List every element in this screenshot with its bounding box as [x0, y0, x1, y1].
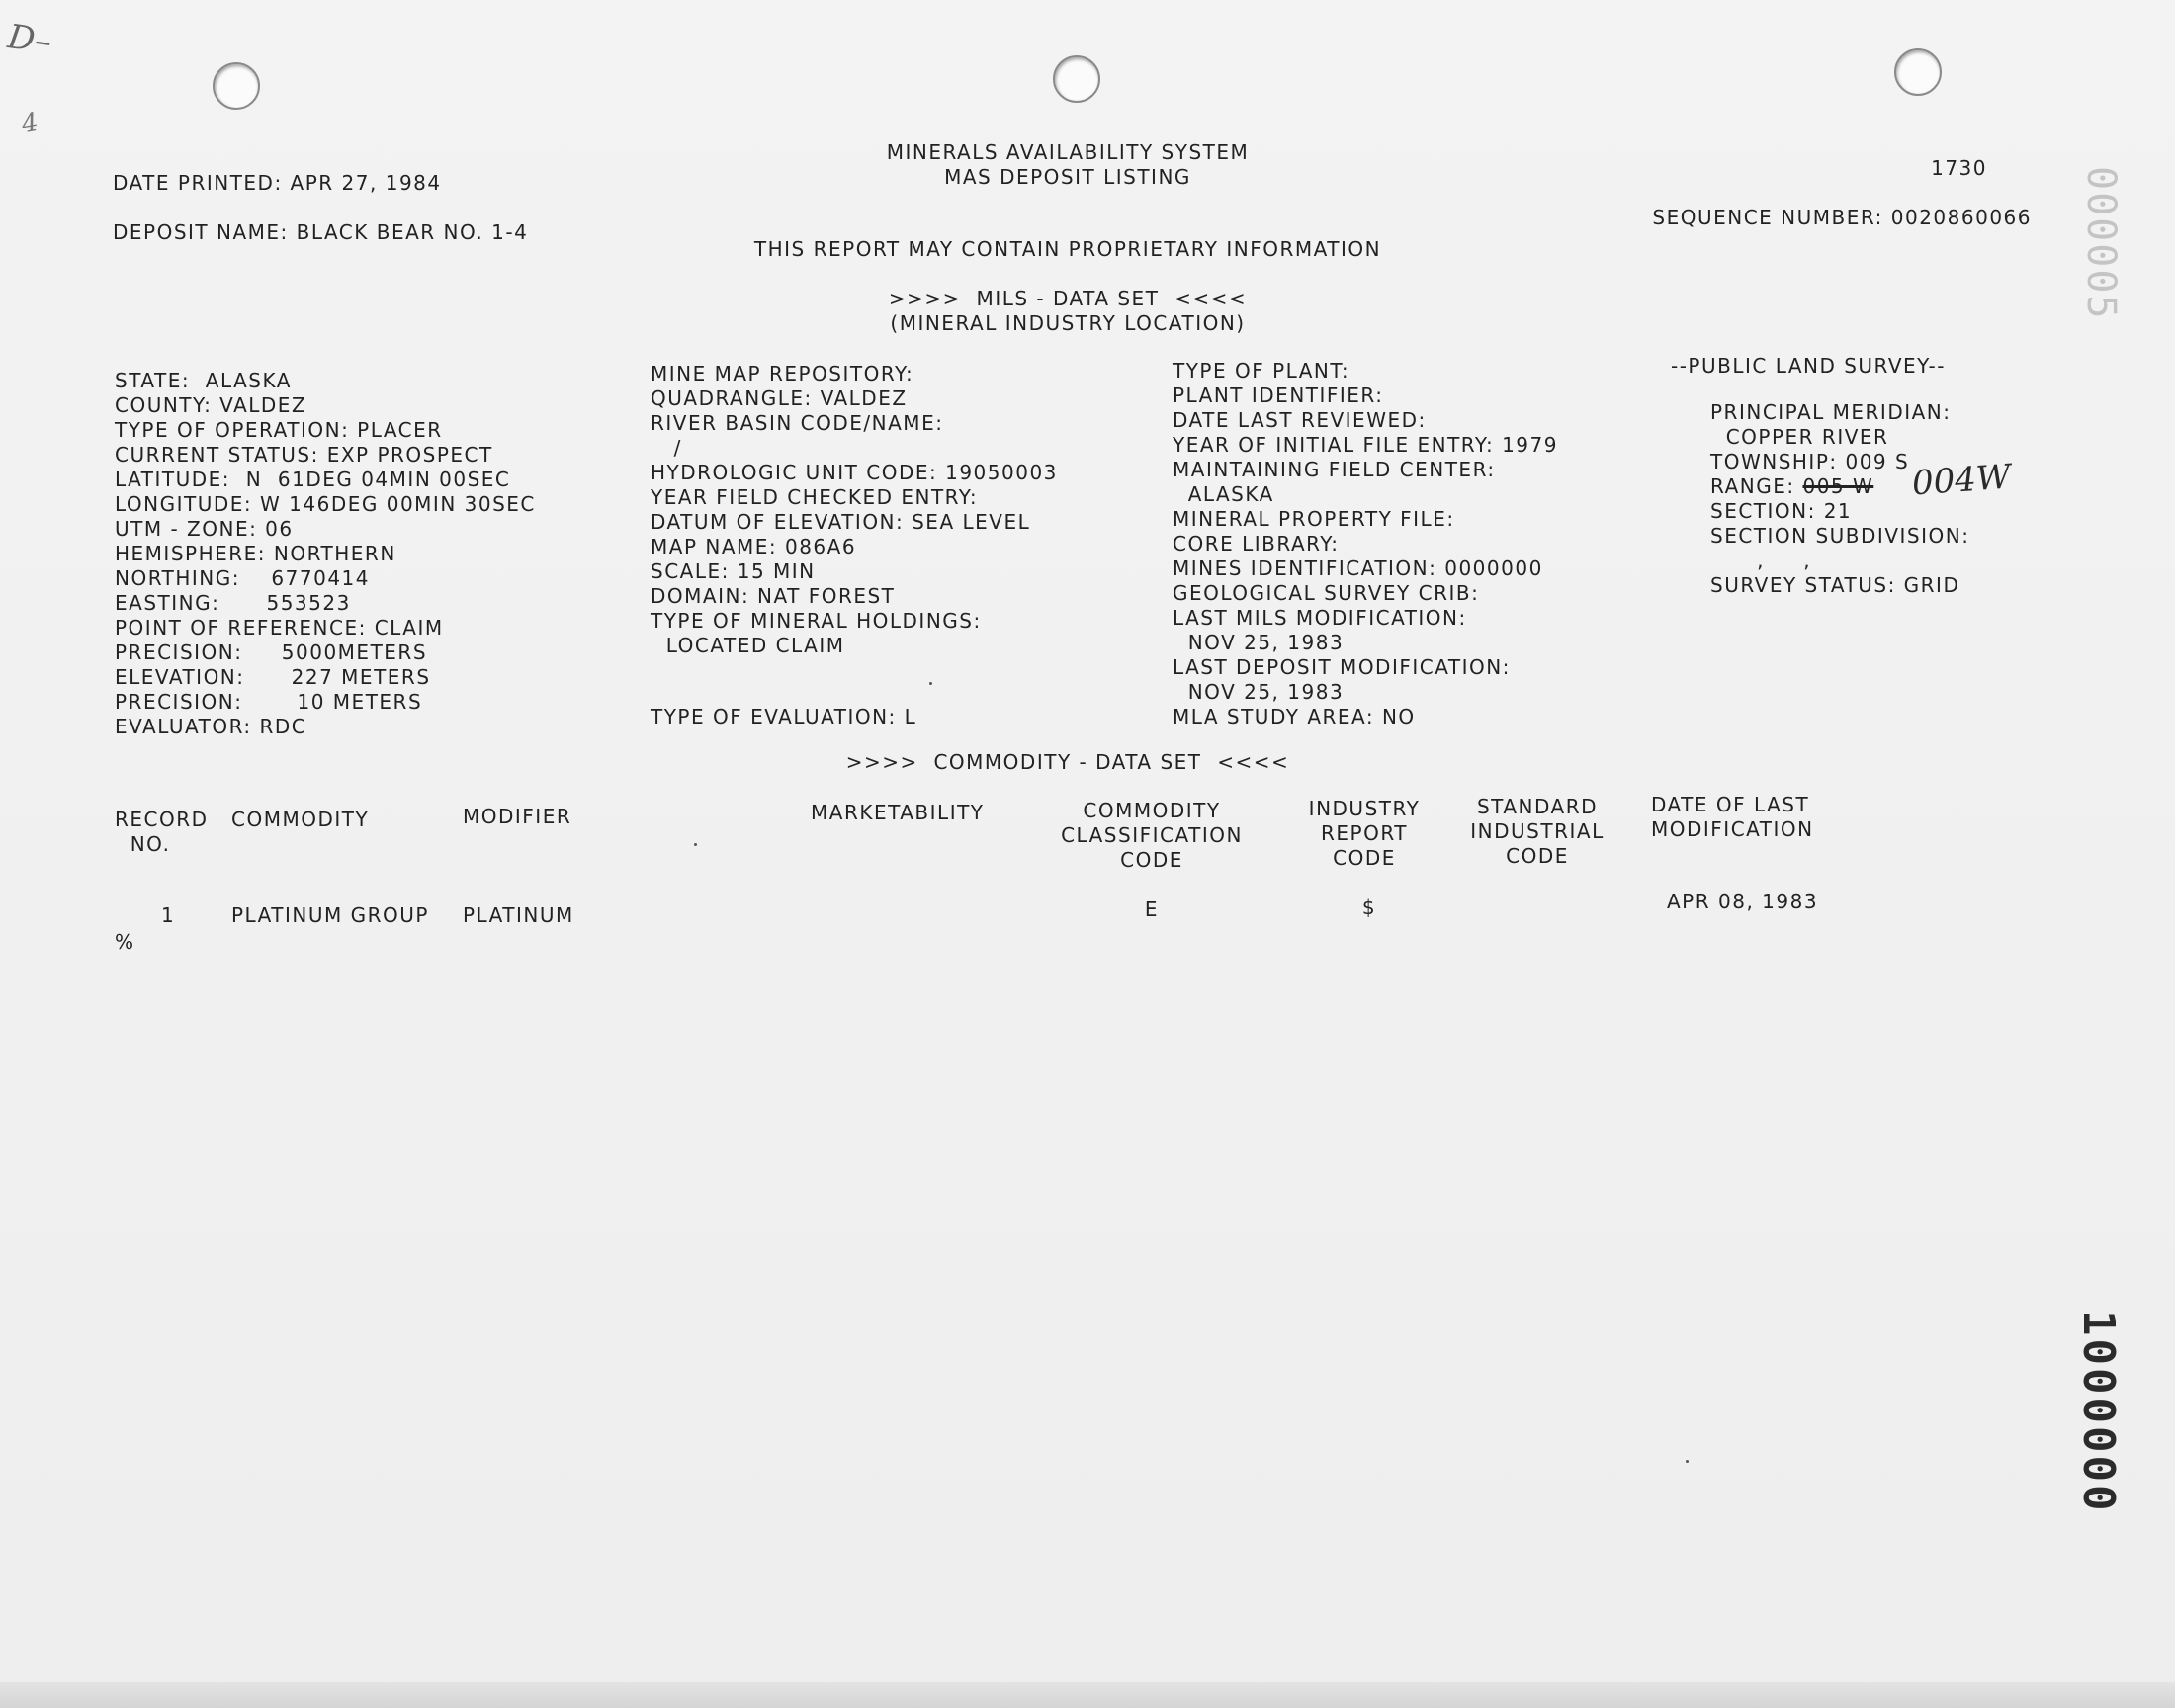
operation-type-field: TYPE OF OPERATION: PLACER [115, 418, 443, 442]
elevation-precision-field: PRECISION: 10 METERS [115, 690, 423, 714]
punch-hole-right [1894, 48, 1942, 96]
year-field-checked-field: YEAR FIELD CHECKED ENTRY: [651, 485, 979, 509]
commodity-heading: >>>> COMMODITY - DATA SET <<<< [845, 750, 1290, 774]
punch-hole-left [213, 62, 260, 110]
county-field: COUNTY: VALDEZ [115, 393, 307, 417]
proprietary-notice: THIS REPORT MAY CONTAIN PROPRIETARY INFORMATION [753, 237, 1382, 261]
scan-speck [929, 682, 932, 685]
latitude-field: LATITUDE: N 61DEG 04MIN 00SEC [115, 468, 511, 491]
mineral-holdings-value: LOCATED CLAIM [651, 634, 845, 657]
row-commodity: PLATINUM GROUP [231, 903, 429, 927]
margin-scribble: D– [5, 17, 54, 62]
section-subdivision-value: , , [1710, 549, 1812, 572]
date-last-reviewed-field: DATE LAST REVIEWED: [1173, 408, 1427, 432]
hydrologic-unit-field: HYDROLOGIC UNIT CODE: 19050003 [651, 461, 1058, 484]
principal-meridian-field: PRINCIPAL MERIDIAN: [1710, 400, 1952, 424]
precision-field: PRECISION: 5000METERS [115, 640, 428, 664]
mines-identification-field: MINES IDENTIFICATION: 0000000 [1173, 556, 1543, 580]
margin-number: 4 [19, 107, 42, 140]
listing-title: MAS DEPOSIT LISTING [944, 165, 1191, 189]
row-record-no: 1 [161, 903, 176, 927]
evaluation-type-field: TYPE OF EVALUATION: L [651, 705, 917, 728]
quadrangle-field: QUADRANGLE: VALDEZ [651, 386, 908, 410]
header-last-modification: DATE OF LAST MODIFICATION [1651, 793, 1814, 841]
mineral-property-file-field: MINERAL PROPERTY FILE: [1173, 507, 1455, 531]
header-classification-code: COMMODITY CLASSIFICATION CODE [1061, 799, 1243, 872]
header-marketability: MARKETABILITY [811, 801, 985, 824]
table-footnote: % [115, 930, 135, 954]
header-record-no: RECORD NO. [115, 808, 209, 856]
river-basin-field: RIVER BASIN CODE/NAME: [651, 411, 944, 435]
section-subdivision-field: SECTION SUBDIVISION: [1710, 524, 1970, 548]
current-status-field: CURRENT STATUS: EXP PROSPECT [115, 443, 493, 467]
evaluator-field: EVALUATOR: RDC [115, 715, 307, 738]
sequence-number: SEQUENCE NUMBER: 0020860066 [1652, 206, 2032, 229]
date-printed: DATE PRINTED: APR 27, 1984 [113, 171, 442, 195]
last-deposit-modification-value: NOV 25, 1983 [1173, 680, 1345, 704]
location-column [115, 369, 536, 739]
mineral-holdings-field: TYPE OF MINERAL HOLDINGS: [651, 609, 982, 633]
elevation-field: ELEVATION: 227 METERS [115, 665, 431, 689]
mla-study-area-field: MLA STUDY AREA: NO [1173, 705, 1416, 728]
scan-bottom-edge [0, 1682, 2175, 1708]
longitude-field: LONGITUDE: W 146DEG 00MIN 30SEC [115, 492, 536, 516]
section-field: SECTION: 21 [1710, 499, 1853, 523]
map-column [651, 362, 1058, 658]
stamp-bottom-right: 1000000 [2073, 1310, 2124, 1514]
land-survey-heading: --PUBLIC LAND SURVEY-- [1671, 354, 1946, 378]
scale-field: SCALE: 15 MIN [651, 559, 816, 583]
state-field: STATE: ALASKA [115, 369, 292, 392]
core-library-field: CORE LIBRARY: [1173, 532, 1340, 555]
last-mils-modification-field: LAST MILS MODIFICATION: [1173, 606, 1467, 630]
principal-meridian-value: COPPER RIVER [1710, 425, 1889, 449]
hemisphere-field: HEMISPHERE: NORTHERN [115, 542, 396, 565]
scan-speck [694, 843, 697, 846]
township-field: TOWNSHIP: 009 S [1710, 450, 1910, 473]
mils-heading: >>>> MILS - DATA SET <<<< [888, 287, 1248, 310]
mils-subheading: (MINERAL INDUSTRY LOCATION) [890, 311, 1246, 335]
scan-speck [1686, 1460, 1689, 1463]
row-modifier: PLATINUM [463, 903, 574, 927]
system-title: MINERALS AVAILABILITY SYSTEM [886, 140, 1250, 164]
row-classification-code: E [1144, 897, 1160, 921]
punch-hole-center [1053, 55, 1100, 103]
header-standard-industrial-code: STANDARD INDUSTRIAL CODE [1470, 795, 1605, 868]
plant-type-field: TYPE OF PLANT: [1173, 359, 1350, 383]
field-center-value: ALASKA [1173, 482, 1274, 506]
geological-survey-crib-field: GEOLOGICAL SURVEY CRIB: [1173, 581, 1480, 605]
utm-zone-field: UTM - ZONE: 06 [115, 517, 294, 541]
range-handwritten-correction: 004W [1910, 457, 2013, 504]
map-name-field: MAP NAME: 086A6 [651, 535, 857, 558]
row-last-modification: APR 08, 1983 [1667, 890, 1819, 913]
river-basin-value: / [651, 436, 682, 460]
survey-status-field: SURVEY STATUS: GRID [1710, 573, 1960, 597]
initial-file-entry-field: YEAR OF INITIAL FILE ENTRY: 1979 [1173, 433, 1558, 457]
last-deposit-modification-field: LAST DEPOSIT MODIFICATION: [1173, 655, 1511, 679]
range-label: RANGE: [1710, 474, 1803, 498]
plant-identifier-field: PLANT IDENTIFIER: [1173, 384, 1384, 407]
easting-field: EASTING: 553523 [115, 591, 351, 615]
domain-field: DOMAIN: NAT FOREST [651, 584, 896, 608]
range-struck-value: 005 W [1802, 474, 1874, 498]
header-industry-report-code: INDUSTRY REPORT CODE [1308, 797, 1421, 870]
point-of-reference-field: POINT OF REFERENCE: CLAIM [115, 616, 444, 640]
field-center-field: MAINTAINING FIELD CENTER: [1173, 458, 1496, 481]
last-mils-modification-value: NOV 25, 1983 [1173, 631, 1345, 654]
row-industry-report-code: $ [1361, 896, 1377, 919]
northing-field: NORTHING: 6770414 [115, 566, 370, 590]
header-commodity: COMMODITY [231, 808, 370, 831]
stamp-top-right: 000005 [2078, 166, 2124, 321]
deposit-name: DEPOSIT NAME: BLACK BEAR NO. 1-4 [113, 220, 529, 244]
plant-column [1173, 359, 1558, 729]
page-number: 1730 [1931, 156, 1987, 180]
header-modifier: MODIFIER [463, 805, 572, 828]
datum-of-elevation-field: DATUM OF ELEVATION: SEA LEVEL [651, 510, 1031, 534]
mine-map-repository-field: MINE MAP REPOSITORY: [651, 362, 914, 385]
